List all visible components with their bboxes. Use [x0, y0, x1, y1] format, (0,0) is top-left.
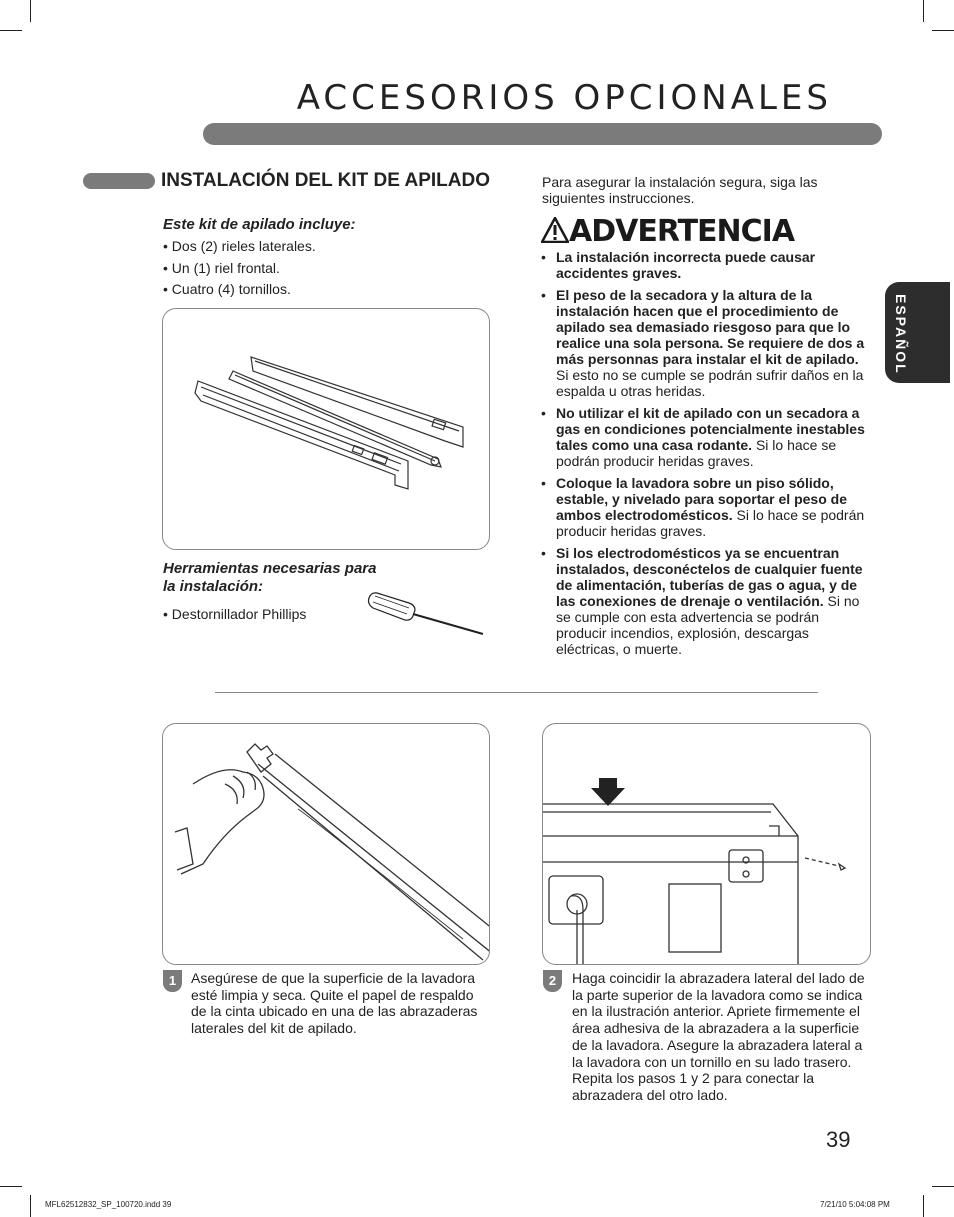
kit-item: • Cuatro (4) tornillos.	[163, 281, 291, 297]
warning-list	[541, 249, 871, 663]
title-underline-bar	[203, 123, 882, 145]
warning-title-text: ADVERTENCIA	[569, 214, 795, 249]
crop-mark	[30, 0, 31, 22]
crop-mark	[30, 1195, 31, 1217]
tools-heading-line: la instalación:	[163, 578, 264, 595]
footer-file: MFL62512832_SP_100720.indd 39	[45, 1200, 172, 1209]
page-number: 39	[826, 1127, 851, 1152]
crop-mark	[923, 1195, 924, 1217]
step-number: 1	[163, 970, 182, 992]
section-marker	[83, 173, 155, 189]
crop-mark	[0, 30, 22, 31]
washer-bracket-illustration	[543, 724, 870, 964]
warning-item	[541, 249, 871, 281]
warning-item-bold: Si los electrodomésticos ya se encuentran instalados, desconéctelos de cualquier fuente de alimentación, tuberías de gas o agua, y de las conexiones de drenaje o ventilación.	[556, 545, 863, 609]
step-text: Asegúrese de que la superficie de la lavadora esté limpia y seca. Quite el papel de respaldo de la cinta ubicado en una de las abrazaderas laterales del kit de apilado.	[191, 970, 478, 1037]
warning-item	[541, 475, 871, 539]
crop-mark	[0, 1186, 22, 1187]
warning-item-bold: Coloque la lavadora sobre un piso sólido, estable, y nivelado para soportar el peso de ambos electrodomésticos.	[556, 475, 847, 523]
tools-list	[163, 604, 306, 626]
step-text: Haga coincidir la abrazadera lateral del lado de la parte superior de la lavadora como se indica en la ilustración anterior. Apriete firmemente el área adhesiva de la abrazadera a la superficie de la lavadora. Asegure la abrazadera lateral a la lavadora con un tornillo en su lado trasero. Repita los pasos 1 y 2 para conectar la abrazadera del otro lado.	[572, 970, 865, 1103]
crop-mark	[923, 0, 924, 22]
footer-timestamp: 7/21/10 5:04:08 PM	[820, 1200, 890, 1209]
warning-item-text: Si lo hace se podrán producir heridas graves.	[556, 437, 837, 469]
kit-list	[163, 236, 316, 301]
kit-heading: Este kit de apilado incluye:	[163, 216, 356, 233]
kit-item: • Dos (2) rieles laterales.	[163, 238, 316, 254]
language-tab	[885, 282, 950, 383]
intro-text: Para asegurar la instalación segura, siga las siguientes instrucciones.	[542, 174, 818, 206]
rails-illustration	[163, 309, 489, 549]
warning-item-text: Si lo hace se podrán producir heridas graves.	[556, 507, 865, 539]
screwdriver-icon	[365, 590, 487, 636]
step-1-illustration	[162, 723, 490, 965]
warning-title	[541, 214, 794, 249]
warning-item-text: Si esto no se cumple se podrán sufrir daños en la espalda u otras heridas.	[556, 367, 864, 399]
warning-item-bold: El peso de la secadora y la altura de la instalación hacen que el procedimiento de apilado sea demasiado riesgoso para que lo realice una sola persona. Se requiere de dos a más personnas para instalar el kit de apilado.	[556, 287, 865, 367]
tool-item: • Destornillador Phillips	[163, 606, 307, 622]
step-number: 2	[543, 970, 562, 992]
step-2-illustration	[542, 723, 871, 965]
warning-item	[541, 405, 871, 469]
tools-heading-line: Herramientas necesarias para	[163, 560, 377, 577]
hand-bracket-illustration	[163, 724, 489, 964]
kit-item: • Un (1) riel frontal.	[163, 259, 280, 276]
warning-item-bold: La instalación incorrecta puede causar accidentes graves.	[556, 249, 816, 281]
warning-icon	[541, 217, 569, 243]
crop-mark	[932, 30, 954, 31]
crop-mark	[932, 1186, 954, 1187]
section-divider	[215, 692, 818, 693]
page-title: ACCESORIOS OPCIONALES	[296, 78, 832, 118]
warning-item-text: Si no se cumple con esta advertencia se podrán producir incendios, explosión, descargas eléctricas, o muerte.	[556, 593, 860, 657]
warning-item	[541, 545, 871, 657]
section-title: INSTALACIÓN DEL KIT DE APILADO	[161, 170, 490, 191]
language-tab-label: ESPAÑOL	[893, 294, 909, 375]
warning-item	[541, 287, 871, 399]
warning-item-bold: No utilizar el kit de apilado con un secadora a gas en condiciones potencialmente inestables tales como una casa rodante.	[556, 405, 865, 453]
tools-heading	[163, 560, 376, 596]
kit-illustration	[162, 308, 490, 550]
